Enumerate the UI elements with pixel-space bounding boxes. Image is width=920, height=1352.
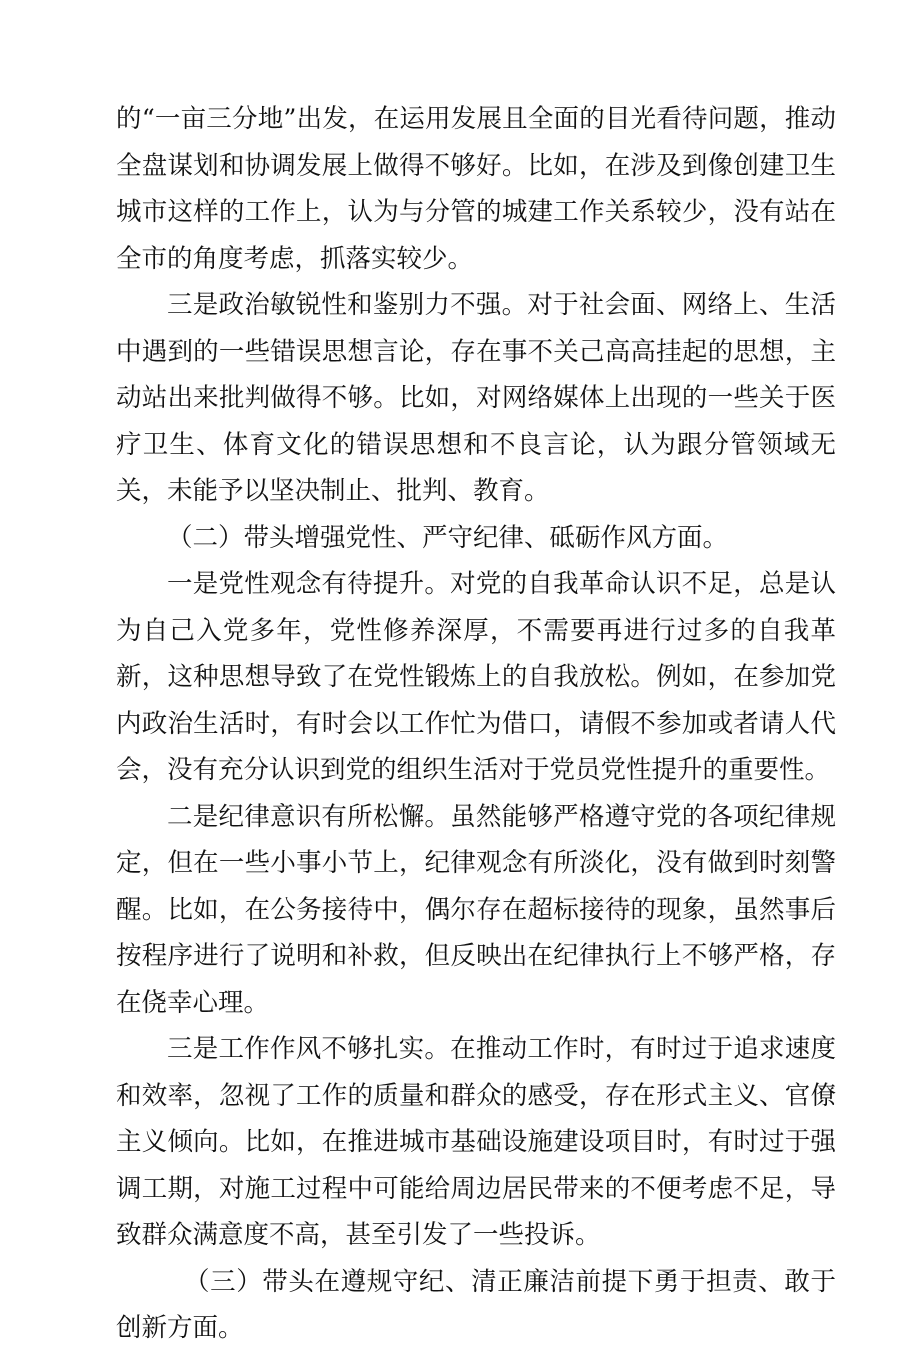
section-heading-2: （二）带头增强党性、严守纪律、砥砺作风方面。 [167, 522, 729, 553]
section-heading-3: （三）带头在遵规守纪、清正廉洁前提下勇于担责、敢于创新方面。 [116, 1266, 836, 1343]
paragraph-political-sensitivity: 三是政治敏锐性和鉴别力不强。对于社会面、网络上、生活中遇到的一些错误思想言论，存在事不关己高高挂起的思想，主动站出来批判做得不够。比如，对网络媒体上出现的一些关于医疗卫生、体育文化的错误思想和不良言论，认为跟分管领域无关，未能予以坚决制止、批判、教育。 [116, 290, 836, 506]
paragraph-discipline: 二是纪律意识有所松懈。虽然能够严格遵守党的各项纪律规定，但在一些小事小节上，纪律观念有所淡化，没有做到时刻警醒。比如，在公务接待中，偶尔存在超标接待的现象，虽然事后按程序进行了说明和补救，但反映出在纪律执行上不够严格，存在侥幸心理。 [116, 801, 836, 1018]
paragraph-party-spirit: 一是党性观念有待提升。对党的自我革命认识不足，总是认为自己入党多年，党性修养深厚，不需要再进行过多的自我革新，这种思想导致了在党性锻炼上的自我放松。例如，在参加党内政治生活时，有时会以工作忙为借口，请假不参加或者请人代会，没有充分认识到党的组织生活对于党员党性提升的重要性。 [116, 569, 836, 785]
paragraph-continuation: 的“一亩三分地”出发，在运用发展且全面的目光看待问题，推动全盘谋划和协调发展上做得不够好。比如，在涉及到像创建卫生城市这样的工作上，认为与分管的城建工作关系较少，没有站在全市的角度考虑，抓落实较少。 [116, 104, 836, 274]
document-body [116, 96, 836, 1352]
paragraph-work-style: 三是工作作风不够扎实。在推动工作时，有时过于追求速度和效率，忽视了工作的质量和群众的感受，存在形式主义、官僚主义倾向。比如，在推进城市基础设施建设项目时，有时过于强调工期，对施工过程中可能给周边居民带来的不便考虑不足，导致群众满意度不高，甚至引发了一些投诉。 [116, 1034, 836, 1250]
